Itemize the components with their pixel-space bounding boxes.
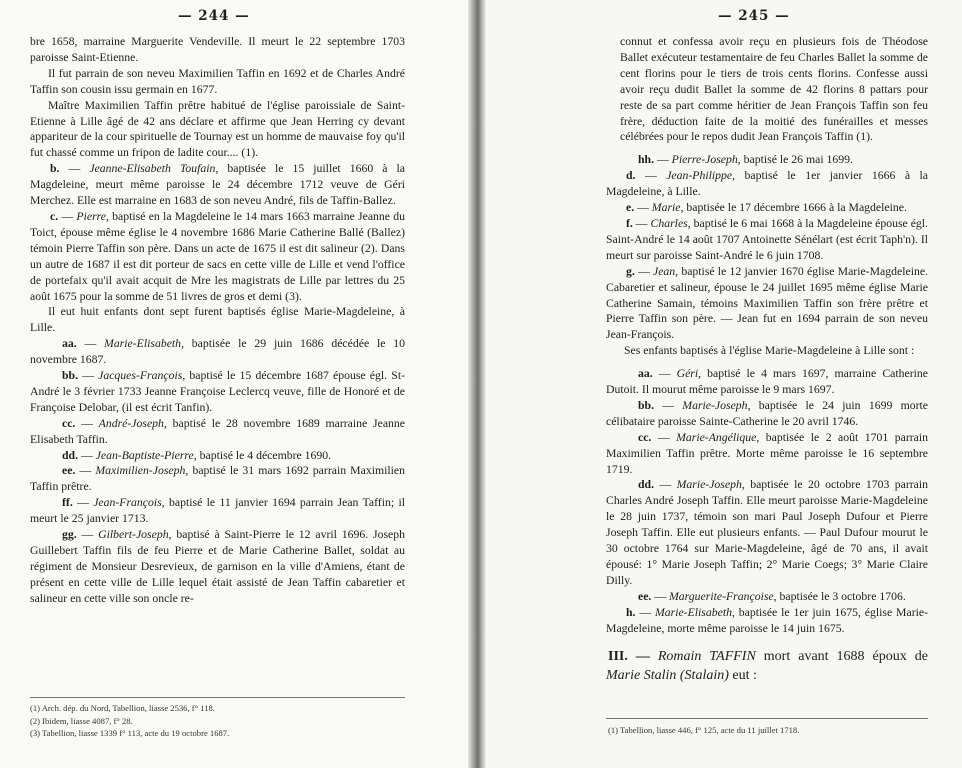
child-bb: bb. — Marie-Joseph, baptisée le 24 juin 1699 morte célibataire paroisse Sainte-Catherine le 20 avril 1746. [606,398,928,428]
child-text: , baptisé le 11 janvier 1694 parrain Jean Taffin; il meurt le 25 janvier 1713. [30,496,405,526]
footnote: (3) Tabellion, liasse 1339 f° 113, acte du 19 octobre 1687. [30,728,230,739]
child-name: Marguerite-Françoise [669,589,774,603]
page-number-right: — 245 — [718,8,790,24]
child-label: cc. [62,416,76,430]
child-text: , baptisé le 31 mars 1692 parrain Maximilien Taffin prêtre. [30,464,406,494]
child-name: Marie-Elisabeth [104,337,182,351]
child-ee: ee. — Maximilien-Joseph, baptisé le 31 mars 1692 parrain Maximilien Taffin prêtre. [30,464,406,494]
section-numeral: III. — [608,648,650,664]
footnotes-right [608,724,928,737]
child-text: , baptisée le 3 octobre 1706. [773,589,906,603]
entry-text: , baptisé le 12 janvier 1670 église Marie-Magdeleine. Cabaretier et salineur, épouse le 24 juillet 1695 même église Marie Catherine Samain, témoins Maximilien Taffin son frère prêtre et Pierre Taffin son père. — Jean fut en 1694 parrain de son neveu Jean-François. [606,264,928,342]
children-intro: Ses enfants baptisés à l'église Marie-Magdeleine à Lille sont : [624,344,915,358]
footnote-divider [606,718,928,719]
child-text: , baptisée le 24 juin 1699 morte célibataire paroisse Sainte-Catherine le 20 avril 1746. [606,398,928,428]
entry-h: h. — Marie-Elisabeth, baptisée le 1er juin 1675, église Marie-Magdeleine, morte même paroisse le 14 juin 1675. [606,605,928,635]
right-page [486,0,962,768]
child-cc: cc. — Marie-Angélique, baptisée le 2 août 1701 parrain Maximilien Taffin prêtre. Morte même paroisse le 16 septembre 1719. [606,430,928,476]
entry-name: Jean [652,264,676,278]
entry-label: h. [626,605,636,619]
child-dd: dd. — Marie-Joseph, baptisée le 20 octobre 1703 parrain Charles André Joseph Taffin. Elle meurt paroisse Marie-Magdeleine le 28 juin 1737, témoin son mari Paul Joseph Dufour et Pierre Joseph Taffin. Elle eut plusieurs enfants. — Paul Dufour mourut le 30 octobre 1764 sur Marie-Magdeleine, âgé de 70 ans, il avait épousé: 1° Marie Joseph Taffin; 2° Marie Coegs; 3° Marie Claire Dilly. [606,478,928,587]
entry-c: c. — Pierre, baptisé en la Magdeleine le 14 mars 1663 marraine Jeanne du Toict, épouse même église le 4 novembre 1686 Marie Catherine Ballé (Ballez) témoin Pierre Taffin son père. Dans un acte de 1675 il est dit salineur (2). Dans un autre de 1687 il est dit porteur de sacs en cette ville de Lille et vend l'office de portefaix qu'il avait acquit de Mre les magistrats de Lille par lettres du 25 août 1675 pour la somme de 51 livres de gros et demi (3). [30,209,406,303]
entry-name: Pierre [76,209,106,223]
child-cc: cc. — André-Joseph, baptisé le 28 novembre 1689 marraine Jeanne Elisabeth Taffin. [30,416,405,446]
child-label: bb. [638,398,655,412]
entry-label: c. [50,209,59,223]
entry-b: b. — Jeanne-Elisabeth Toufain, baptisée le 15 juillet 1660 à la Magdeleine, meurt même paroisse le 24 décembre 1712 veuve de Géri Merchez. Elle est marraine en 1683 de son neveu André, fils de Taffin-Ballez. [30,162,406,208]
entry-name: Charles [650,216,688,230]
left-page [0,0,468,768]
child-name: Marie-Joseph [682,398,748,412]
child-dd: dd. — Jean-Baptiste-Pierre, baptisé le 4 décembre 1690. [62,448,332,462]
entry-name: Jean-Philippe [666,169,733,183]
paragraph: Maître Maximilien Taffin prêtre habitué de l'église paroissiale de Saint-Etienne à Lille âgé de 42 ans déclare et affirme que Jean Herring cy devant appariteur de la cour spirituelle de Tournay est un homme de mauvaise foy qu'il fut chassé comme un fripon de ladite cour.... (1). [30,98,405,160]
child-label: aa. [62,337,77,351]
child-text: , baptisée le 20 octobre 1703 parrain Charles André Joseph Taffin. Elle meurt paroisse Marie-Magdeleine le 28 juin 1737, témoin son mari Paul Joseph Dufour et Pierre Joseph Taffin. Elle eut plusieurs enfants. — Paul Dufour mourut le 30 octobre 1764 sur Marie-Magdeleine, âgé de 70 ans, il avait épousé: 1° Marie Joseph Taffin; 2° Marie Coegs; 3° Marie Claire Dilly. [606,478,928,587]
child-label: dd. [62,448,79,462]
footnote: (2) Ibidem, liasse 4087, f° 28. [30,715,133,726]
child-name: Géri [676,367,699,381]
child-text: , baptisé le 28 novembre 1689 marraine Jeanne Elisabeth Taffin. [30,416,405,446]
child-name: Maximilien-Joseph [95,464,186,478]
child-text: , baptisé le 15 décembre 1687 épouse égl. St-André le 3 février 1733 Jeanne Françoise Leclercq veuve, fille de Honoré et de Françoise Delobar, (il est écrit Tanfin). [30,369,405,414]
entry-text: , baptisée le 1er juin 1675, église Marie-Magdeleine, morte même paroisse le 14 juin 1675. [606,605,928,635]
footnote: (1) Arch. dép. du Nord, Tabellion, liasse 2536, f° 118. [30,703,215,713]
paragraph: Il fut parrain de son neveu Maximilien Taffin en 1692 et de Charles André Taffin son cousin issu germain en 1677. [30,66,405,96]
child-label: aa. [638,367,653,381]
section-spouse: Marie Stalin [606,667,677,683]
child-text: , baptisée le 29 juin 1686 décédée le 10 novembre 1687. [30,337,405,367]
child-ff: ff. — Jean-François, baptisé le 11 janvier 1694 parrain Jean Taffin; il meurt le 25 janvier 1713. [30,496,405,526]
child-label: ee. [62,464,76,478]
section-tail: eut : [728,667,757,683]
right-page-text [606,34,928,685]
footnote-divider [30,697,405,698]
section-iii-heading [606,647,928,685]
child-name: Pierre-Joseph [671,153,738,167]
entry-text: , baptisé le 1er janvier 1666 à la Magdeleine, à Lille. [606,169,928,199]
child-name: Jacques-François [98,369,183,383]
child-aa: aa. — Géri, baptisé le 4 mars 1697, marraine Catherine Dutoit. Il mourut même paroisse le 9 mars 1697. [606,367,929,397]
entry-name: Marie-Elisabeth [654,605,732,619]
children-intro: Il eut huit enfants dont sept furent baptisés église Marie-Magdeleine, à Lille. [30,305,405,335]
entry-text: , baptisée le 15 juillet 1660 à la Magdeleine, meurt même paroisse le 24 décembre 1712 veuve de Géri Merchez. Elle est marraine en 1683 de son neveu André, fils de Taffin-Ballez. [30,162,406,208]
child-name: Marie-Angélique [676,430,757,444]
entry-name: Marie [651,201,681,215]
child-bb: bb. — Jacques-François, baptisé le 15 décembre 1687 épouse égl. St-André le 3 février 1733 Jeanne Françoise Leclercq veuve, fille de Honoré et de Françoise Delobar, (il est écrit Tanfin). [30,369,405,414]
child-label: ff. [62,496,73,510]
entry-d: d. — Jean-Philippe, baptisé le 1er janvier 1666 à la Magdeleine, à Lille. [606,169,928,199]
entry-g: g. — Jean, baptisé le 12 janvier 1670 église Marie-Magdeleine. Cabaretier et salineur, épouse le 24 juillet 1695 même église Marie Catherine Samain, témoins Maximilien Taffin son frère prêtre et Pierre Taffin son père. — Jean fut en 1694 parrain de son neveu Jean-François. [606,264,928,342]
child-label: ee. [638,589,652,603]
child-label: cc. [638,430,652,444]
child-text: , baptisé le 4 décembre 1690. [193,448,332,462]
entry-text: , baptisé le 6 mai 1668 à la Magdeleine épouse égl. Saint-André le 14 août 1707 Antoinette Sénélart (est écrit Taph'n). Il meurt sur paroisse Saint-André le 6 juin 1708. [606,216,928,262]
child-label: hh. [638,153,655,167]
left-page-text [30,34,405,607]
continuation-paragraph: connut et confessa avoir reçu en plusieurs fois de Théodose Ballet exécuteur testamentaire de feu Charles Ballet la somme de cent florins pour le tiers de trois cents florins. Confesse aussi avoir reçu dudit Ballet la somme de 42 florins 8 pattars pour reste de sa part comme héritier de Jean François Taffin son feu frère, déduction faite de la moitié des funérailles et messes célébrées pour le repos dudit Jean François Taffin (1). [620,35,928,144]
child-label: bb. [62,369,79,383]
entry-name: Jeanne-Elisabeth Toufain [89,162,216,176]
entry-label: g. [626,264,635,278]
entry-label: e. [626,201,635,215]
entry-e: e. — Marie, baptisée le 17 décembre 1666 à la Magdeleine. [626,201,907,215]
child-text: , baptisé à Saint-Pierre le 12 avril 1696. Joseph Guillebert Taffin fils de feu Pierre et de Marie Catherine Ballet, soldat au régiment de Monsieur Desrevieux, de garnison en la ville d'Amiens, étant de présent en cette ville de Lille lequel était assisté de Jean Taffin cabaretier et salineur en cette ville son oncle re- [30,528,405,605]
entry-label: b. [50,162,60,176]
entry-label: f. [626,216,633,230]
child-gg: gg. — Gilbert-Joseph, baptisé à Saint-Pierre le 12 avril 1696. Joseph Guillebert Taffin fils de feu Pierre et de Marie Catherine Ballet, soldat au régiment de Monsieur Desrevieux, de garnison en la ville d'Amiens, étant de présent en cette ville de Lille lequel était assisté de Jean Taffin cabaretier et salineur en cette ville son oncle re- [30,528,405,605]
child-hh: hh. — Pierre-Joseph, baptisé le 26 mai 1699. [638,153,853,167]
entry-label: d. [626,169,636,183]
section-name: Romain TAFFIN [657,648,756,664]
child-name: Jean-François [93,496,162,510]
book-gutter [468,0,486,768]
section-alt-name: (Stalain) [679,667,729,683]
child-label: dd. [638,478,655,492]
page-number-left: — 244 — [178,8,250,24]
entry-text: , baptisée le 17 décembre 1666 à la Magdeleine. [680,201,907,215]
child-text: , baptisé le 26 mai 1699. [737,153,853,167]
child-name: Marie-Joseph [676,478,742,492]
footnotes-left [30,702,405,740]
section-text: mort avant 1688 époux de [755,648,928,664]
paragraph: bre 1658, marraine Marguerite Vendeville. Il meurt le 22 septembre 1703 paroisse Saint-Etienne. [30,35,405,64]
child-label: gg. [62,528,77,542]
footnote: (1) Tabellion, liasse 446, f° 125, acte du 11 juillet 1718. [608,725,800,735]
child-name: André-Joseph [98,416,164,430]
child-text: , baptisée le 2 août 1701 parrain Maximilien Taffin prêtre. Morte même paroisse le 16 septembre 1719. [606,430,928,476]
child-text: , baptisé le 4 mars 1697, marraine Catherine Dutoit. Il mourut même paroisse le 9 mars 1697. [606,367,929,397]
child-ee: ee. — Marguerite-Françoise, baptisée le 3 octobre 1706. [638,589,906,603]
child-aa: aa. — Marie-Elisabeth, baptisée le 29 juin 1686 décédée le 10 novembre 1687. [30,337,405,367]
entry-text: , baptisé en la Magdeleine le 14 mars 1663 marraine Jeanne du Toict, épouse même église le 4 novembre 1686 Marie Catherine Ballé (Ballez) témoin Pierre Taffin son père. Dans un acte de 1675 il est dit salineur (2). Dans un autre de 1687 il est dit porteur de sacs en cette ville de Lille et vend l'office de portefaix qu'il avait acquit de Mre les magistrats de Lille par lettres du 25 août 1675 pour la somme de 51 livres de gros et demi (3). [30,209,406,303]
child-name: Gilbert-Joseph [98,528,169,542]
entry-f: f. — Charles, baptisé le 6 mai 1668 à la Magdeleine épouse égl. Saint-André le 14 août 1707 Antoinette Sénélart (est écrit Taph'n). Il meurt sur paroisse Saint-André le 6 juin 1708. [606,216,928,262]
child-name: Jean-Baptiste-Pierre [95,448,194,462]
